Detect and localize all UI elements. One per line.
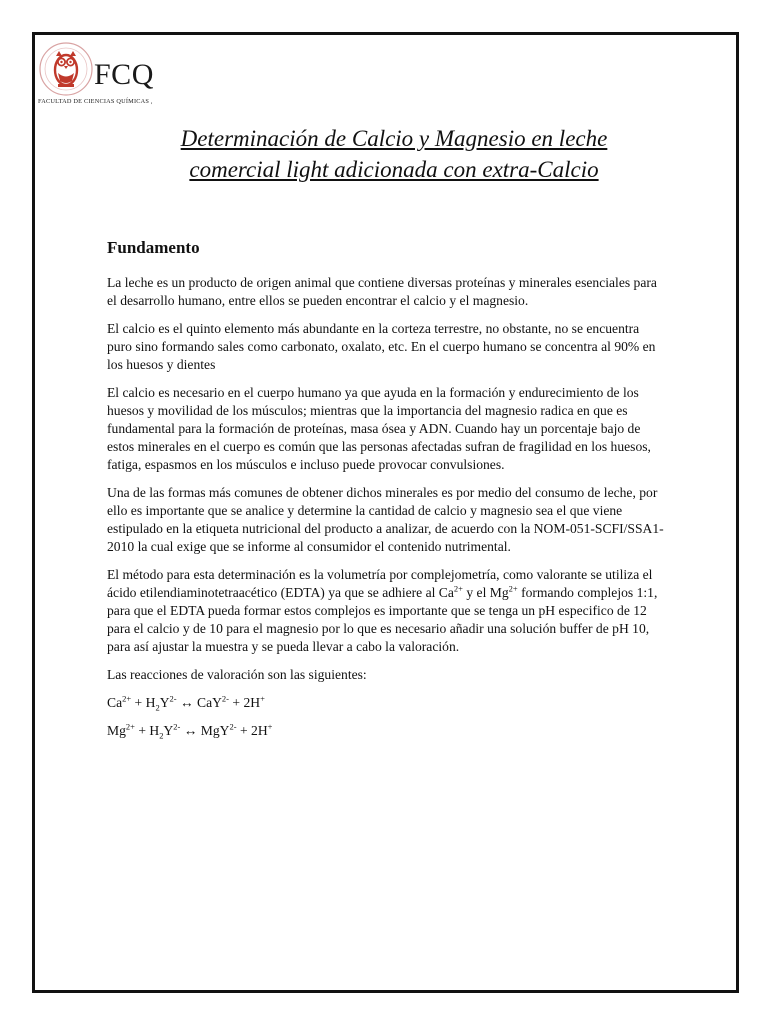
university-seal-icon (38, 40, 94, 98)
faculty-logo (38, 40, 178, 108)
paragraph-3: El calcio es necesario en el cuerpo humano ya que ayuda en la formación y endurecimiento de los huesos y movilidad de los músculos; mientras que la importancia del magnesio radica en que es fundamental para la formación de proteínas, masa ósea y ADN. Cuando hay un porcentaje bajo de estos minerales en el cuerpo es común que las personas afectadas sufran de fragilidad en los huesos, fatiga, espasmos en los músculos e incluso puede provocar convulsiones. (107, 385, 651, 472)
title-line-2: comercial light adicionada con extra-Calcio (189, 157, 599, 182)
body-text (107, 274, 667, 750)
paragraph-1: La leche es un producto de origen animal que contiene diversas proteínas y minerales esenciales para el desarrollo humano, entre ellos se pueden encontrar el calcio y el magnesio. (107, 275, 657, 308)
paragraph-2: El calcio es el quinto elemento más abundante en la corteza terrestre, no obstante, no se encuentra puro sino formando sales como carbonato, oxalato, etc. En el cuerpo humano se concentra al 90% en los huesos y dientes (107, 321, 656, 372)
paragraph-5: El método para esta determinación es la volumetría por complejometría, como valorante se utiliza el ácido etilendiaminotetraacético (EDTA) ya que se adhiere al $Ca^{2+}$ y el $Mg^{2+}$ formando complejos 1:1, para que el EDTA pueda formar estos complejos es importante que se tenga un pH especifico de 12 para el calcio y de 10 para el magnesio por lo que es necesario añadir una solución buffer de pH 10, para así ajustar la muestra y se pueda llevar a cabo la valoración. (107, 567, 658, 654)
section-heading: Fundamento (107, 238, 200, 257)
document-title (100, 123, 688, 185)
logo-fcq-text: FCQ (94, 58, 154, 91)
paragraph-4: Una de las formas más comunes de obtener dichos minerales es por medio del consumo de leche, por ello es importante que se analice y determine la cantidad de calcio y magnesio sea el que viene estipulado en la etiqueta nutricional del producto a analizar, de acuerdo con la NOM-051-SCFI/SSA1-2010 la cual exige que se informe al consumidor el contenido nutrimental. (107, 485, 664, 554)
reaction-calcium: $Ca^{2+} + H_2Y^{2-}$ ↔ CaY$^{2-}$ + 2H+ (107, 693, 265, 713)
reactions-intro: Las reacciones de valoración son las siguientes: (107, 667, 367, 682)
reaction-magnesium: $Mg^{2+} + H_2Y^{2-}$ ↔ MgY$^{2-}$ + 2H+ (107, 721, 273, 741)
logo-subtitle: FACULTAD DE CIENCIAS QUÍMICAS , (38, 98, 153, 105)
title-line-1: Determinación de Calcio y Magnesio en leche (180, 126, 608, 151)
